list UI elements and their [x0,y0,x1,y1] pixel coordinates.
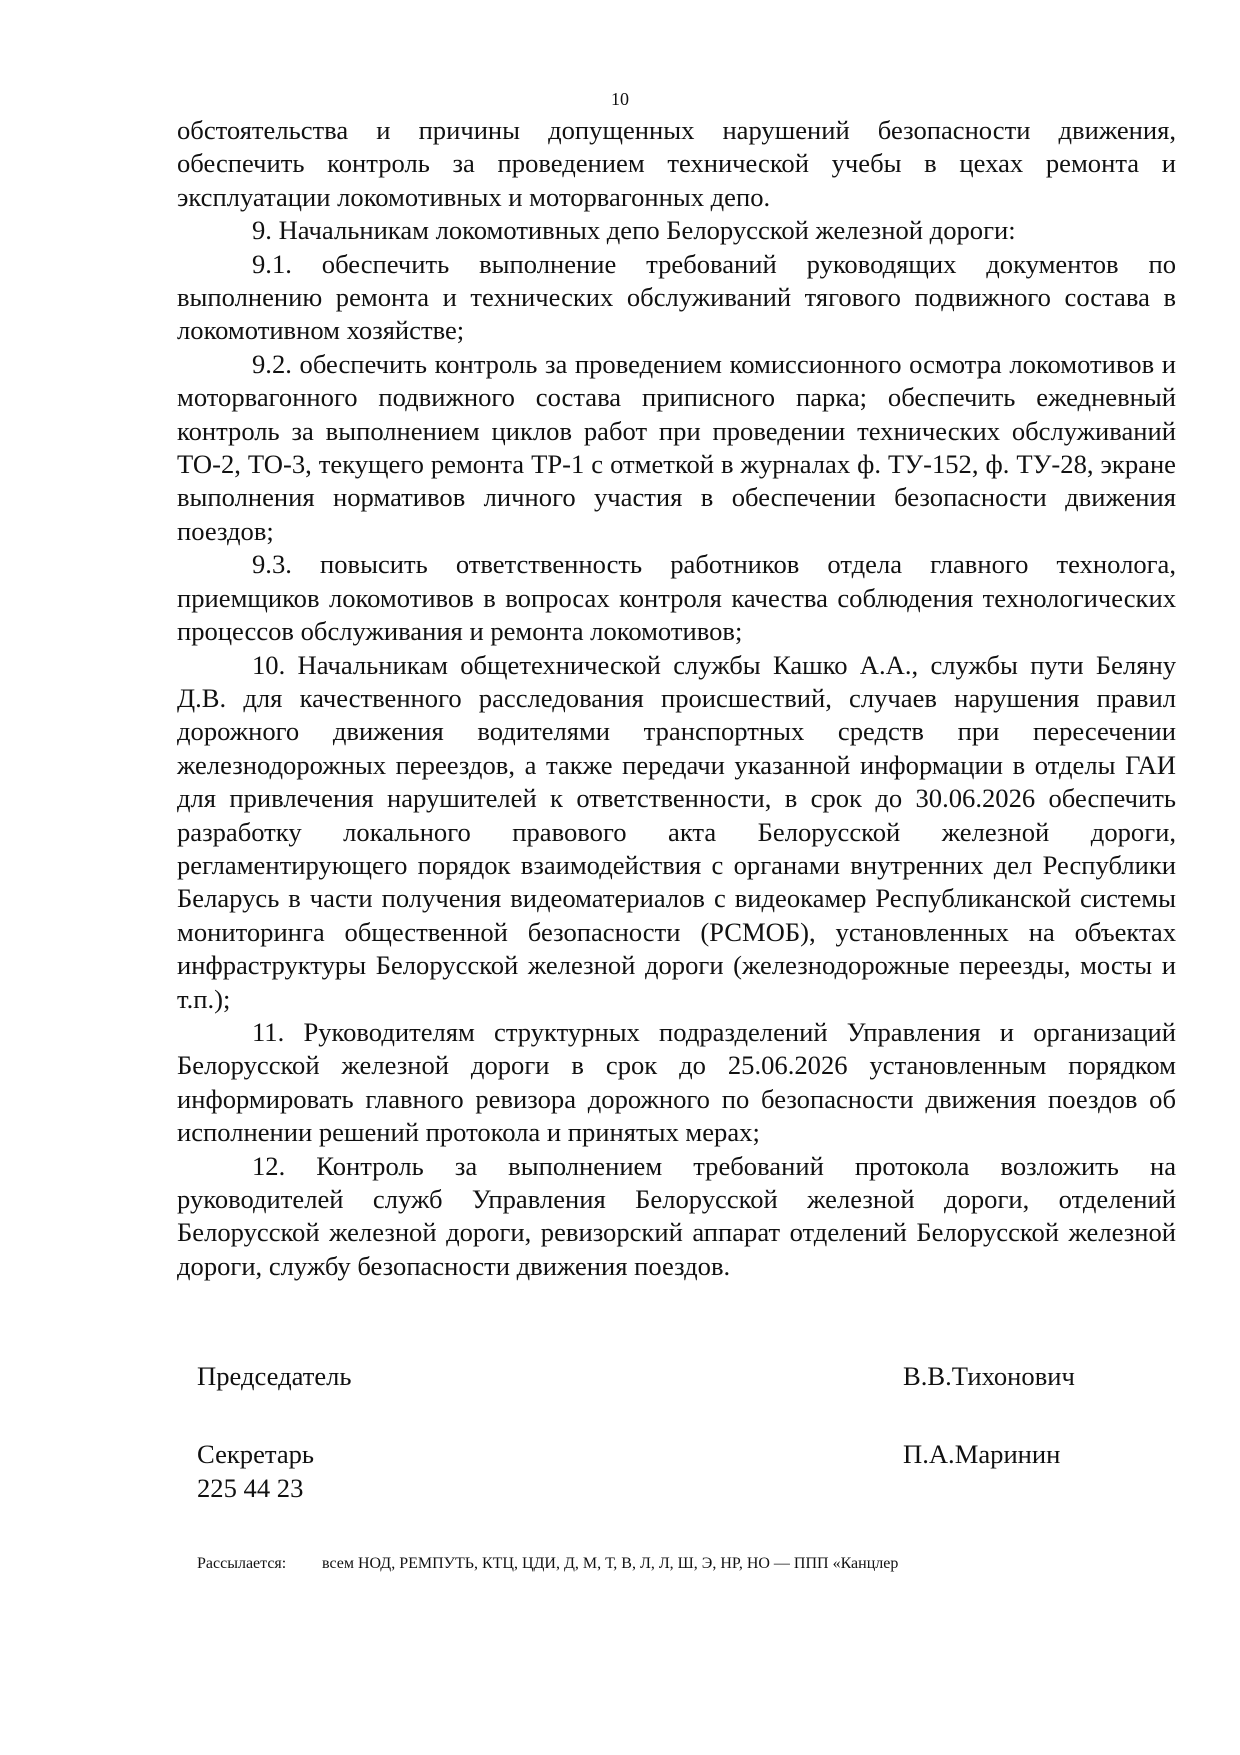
paragraph: 9.3. повысить ответственность работников отдела главного технолога, приемщиков локомотивов в вопросах контроля качества соблюдения технологических процессов обслуживания и ремонта локомотивов; [177,549,1176,647]
paragraph: 11. Руководителям структурных подразделений Управления и организаций Белорусской железной дороги в срок до 25.06.2026 установленным порядком информировать главного ревизора дорожного по безопасности движения поездов об исполнении решений протокола и принятых мерах; [177,1016,1176,1148]
distribution-label: Рассылается: [197,1555,287,1572]
paragraph: обстоятельства и причины допущенных нарушений безопасности движения, обеспечить контроль за проведением технической учебы в цехах ремонта и эксплуатации локомотивных и моторвагонных депо. [177,115,1176,212]
secretary-name: П.А.Маринин [903,1439,1061,1469]
chairman-name: В.В.Тихонович [903,1361,1075,1391]
distribution-recipients: всем НОД, РЕМПУТЬ, КТЦ, ЦДИ, Д, М, Т, В, Л, Л, Ш, Э, НР, НО — ППП «Канцлер [322,1555,899,1572]
paragraph: 9. Начальникам локомотивных депо Белорусской железной дороги: [252,215,1016,246]
document-body [177,114,1176,1283]
distribution-list [197,1554,898,1574]
paragraph: 9.1. обеспечить выполнение требований руководящих документов по выполнению ремонта и технических обслуживаний тягового подвижного состава в локомотивном хозяйстве; [177,248,1176,346]
chairman-title: Председатель [197,1361,352,1391]
secretary-title: Секретарь [197,1439,315,1469]
paragraph: 9.2. обеспечить контроль за проведением комиссионного осмотра локомотивов и моторвагонного подвижного состава приписного парка; обеспечить ежедневный контроль за выполнением циклов работ при проведении технических обслуживаний ТО-2, ТО-3, текущего ремонта ТР-1 с отметкой в журналах ф. ТУ-152, ф. ТУ-28, экране выполнения нормативов личного участия в обеспечении безопасности движения поездов; [177,348,1176,546]
phone-number: 225 44 23 [197,1473,304,1503]
paragraph: 12. Контроль за выполнением требований протокола возложить на руководителей служб Управления Белорусской железной дороги, отделений Белорусской железной дороги, ревизорский аппарат отделений Белорусской железной дороги, службу безопасности движения поездов. [177,1150,1176,1281]
paragraph: 10. Начальникам общетехнической службы Кашко А.А., службы пути Беляну Д.В. для качественного расследования происшествий, случаев нарушения правил дорожного движения водителями транспортных средств при пересечении железнодорожных переездов, а также передачи указанной информации в отделы ГАИ для привлечения нарушителей к ответственности, в срок до 30.06.2026 обеспечить разработку локального правового акта Белорусской железной дороги, регламентирующего порядок взаимодействия с органами внутренних дел Республики Беларусь в части получения видеоматериалов с видеокамер Республиканской системы мониторинга общественной безопасности (РСМОБ), установленных на объектах инфраструктуры Белорусской железной дороги (железнодорожные переезды, мосты и т.п.); [177,649,1176,1014]
page-number: 10 [611,89,629,109]
